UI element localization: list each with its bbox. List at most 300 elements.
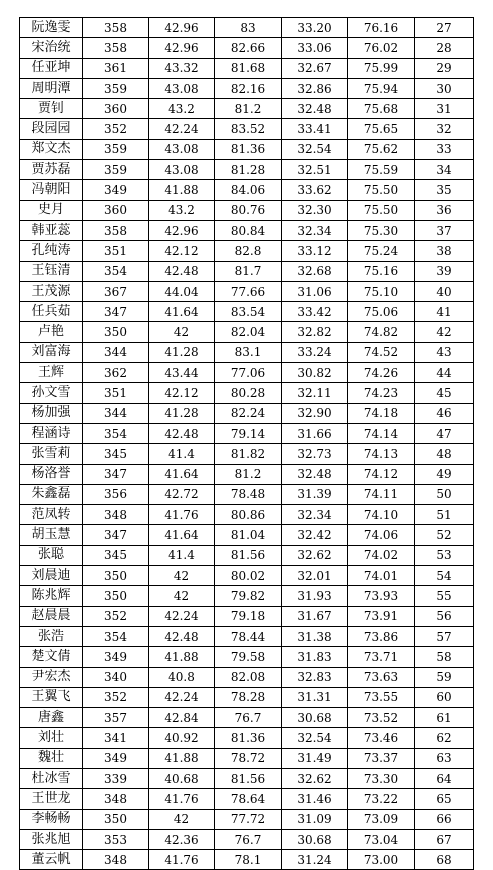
table-row (20, 342, 474, 362)
rank-cell: 57 (415, 626, 474, 646)
rank-cell: 64 (415, 768, 474, 788)
rank-cell: 35 (415, 180, 474, 200)
interview-score-cell: 81.36 (215, 139, 282, 159)
total-score-cell: 73.86 (348, 626, 415, 646)
exam-weighted-cell: 41.28 (149, 342, 215, 362)
rank-cell: 68 (415, 850, 474, 870)
total-score-cell: 74.14 (348, 423, 415, 443)
interview-weighted-cell: 33.62 (282, 180, 348, 200)
exam-weighted-cell: 42.48 (149, 261, 215, 281)
interview-weighted-cell: 32.86 (282, 78, 348, 98)
exam-weighted-cell: 41.88 (149, 647, 215, 667)
score-table (19, 17, 474, 870)
name-cell: 尹宏杰 (20, 667, 83, 687)
exam-weighted-cell: 42.48 (149, 626, 215, 646)
total-score-cell: 75.65 (348, 119, 415, 139)
name-cell: 孔纯涛 (20, 241, 83, 261)
total-score-cell: 73.71 (348, 647, 415, 667)
interview-score-cell: 79.14 (215, 423, 282, 443)
exam-weighted-cell: 41.88 (149, 748, 215, 768)
exam-score-cell: 339 (83, 768, 149, 788)
interview-score-cell: 82.66 (215, 38, 282, 58)
interview-weighted-cell: 32.82 (282, 322, 348, 342)
interview-weighted-cell: 32.73 (282, 444, 348, 464)
total-score-cell: 75.06 (348, 302, 415, 322)
interview-weighted-cell: 32.83 (282, 667, 348, 687)
interview-weighted-cell: 31.06 (282, 281, 348, 301)
name-cell: 杜冰雪 (20, 768, 83, 788)
interview-weighted-cell: 31.39 (282, 484, 348, 504)
interview-score-cell: 77.66 (215, 281, 282, 301)
rank-cell: 46 (415, 403, 474, 423)
exam-weighted-cell: 43.32 (149, 58, 215, 78)
interview-weighted-cell: 32.54 (282, 728, 348, 748)
interview-weighted-cell: 32.54 (282, 139, 348, 159)
table-row (20, 38, 474, 58)
exam-score-cell: 352 (83, 606, 149, 626)
interview-weighted-cell: 32.51 (282, 160, 348, 180)
interview-score-cell: 82.16 (215, 78, 282, 98)
interview-score-cell: 79.18 (215, 606, 282, 626)
name-cell: 胡玉慧 (20, 525, 83, 545)
interview-score-cell: 82.24 (215, 403, 282, 423)
total-score-cell: 73.04 (348, 829, 415, 849)
name-cell: 刘晨迪 (20, 566, 83, 586)
exam-weighted-cell: 42.48 (149, 423, 215, 443)
interview-score-cell: 77.72 (215, 809, 282, 829)
interview-weighted-cell: 33.41 (282, 119, 348, 139)
exam-weighted-cell: 43.2 (149, 200, 215, 220)
table-row (20, 403, 474, 423)
interview-score-cell: 81.2 (215, 464, 282, 484)
exam-score-cell: 350 (83, 586, 149, 606)
rank-cell: 42 (415, 322, 474, 342)
exam-weighted-cell: 41.64 (149, 464, 215, 484)
exam-score-cell: 358 (83, 220, 149, 240)
interview-score-cell: 78.28 (215, 687, 282, 707)
interview-score-cell: 81.82 (215, 444, 282, 464)
exam-weighted-cell: 41.76 (149, 505, 215, 525)
total-score-cell: 74.18 (348, 403, 415, 423)
exam-score-cell: 358 (83, 18, 149, 38)
interview-weighted-cell: 30.68 (282, 829, 348, 849)
name-cell: 王翼飞 (20, 687, 83, 707)
table-row (20, 484, 474, 504)
exam-weighted-cell: 42.84 (149, 708, 215, 728)
exam-weighted-cell: 41.4 (149, 545, 215, 565)
interview-score-cell: 83.54 (215, 302, 282, 322)
table-row (20, 261, 474, 281)
table-row (20, 626, 474, 646)
exam-weighted-cell: 42.12 (149, 383, 215, 403)
table-row (20, 829, 474, 849)
exam-score-cell: 352 (83, 119, 149, 139)
table-row (20, 139, 474, 159)
total-score-cell: 74.11 (348, 484, 415, 504)
rank-cell: 65 (415, 789, 474, 809)
interview-weighted-cell: 31.83 (282, 647, 348, 667)
total-score-cell: 73.63 (348, 667, 415, 687)
total-score-cell: 73.91 (348, 606, 415, 626)
exam-score-cell: 347 (83, 525, 149, 545)
rank-cell: 40 (415, 281, 474, 301)
exam-weighted-cell: 42.24 (149, 119, 215, 139)
rank-cell: 37 (415, 220, 474, 240)
interview-score-cell: 83.52 (215, 119, 282, 139)
exam-weighted-cell: 42.96 (149, 38, 215, 58)
rank-cell: 61 (415, 708, 474, 728)
exam-score-cell: 351 (83, 241, 149, 261)
interview-weighted-cell: 30.82 (282, 363, 348, 383)
exam-weighted-cell: 43.08 (149, 78, 215, 98)
rank-cell: 52 (415, 525, 474, 545)
interview-weighted-cell: 31.66 (282, 423, 348, 443)
total-score-cell: 75.62 (348, 139, 415, 159)
interview-score-cell: 81.7 (215, 261, 282, 281)
exam-score-cell: 345 (83, 444, 149, 464)
total-score-cell: 74.12 (348, 464, 415, 484)
exam-score-cell: 344 (83, 342, 149, 362)
name-cell: 张聪 (20, 545, 83, 565)
exam-weighted-cell: 42.24 (149, 687, 215, 707)
interview-weighted-cell: 32.34 (282, 505, 348, 525)
rank-cell: 66 (415, 809, 474, 829)
exam-score-cell: 347 (83, 302, 149, 322)
name-cell: 周明潭 (20, 78, 83, 98)
name-cell: 任兵茹 (20, 302, 83, 322)
interview-score-cell: 82.04 (215, 322, 282, 342)
exam-score-cell: 349 (83, 180, 149, 200)
interview-score-cell: 76.7 (215, 829, 282, 849)
table-row (20, 708, 474, 728)
interview-weighted-cell: 33.20 (282, 18, 348, 38)
exam-score-cell: 360 (83, 200, 149, 220)
interview-weighted-cell: 31.49 (282, 748, 348, 768)
interview-weighted-cell: 32.90 (282, 403, 348, 423)
name-cell: 楚文倩 (20, 647, 83, 667)
table-row (20, 728, 474, 748)
name-cell: 史月 (20, 200, 83, 220)
total-score-cell: 75.50 (348, 200, 415, 220)
name-cell: 陈兆辉 (20, 586, 83, 606)
rank-cell: 43 (415, 342, 474, 362)
total-score-cell: 73.37 (348, 748, 415, 768)
rank-cell: 41 (415, 302, 474, 322)
name-cell: 刘壮 (20, 728, 83, 748)
total-score-cell: 74.26 (348, 363, 415, 383)
total-score-cell: 75.50 (348, 180, 415, 200)
exam-score-cell: 347 (83, 464, 149, 484)
exam-weighted-cell: 40.8 (149, 667, 215, 687)
name-cell: 孙文雪 (20, 383, 83, 403)
name-cell: 程涵诗 (20, 423, 83, 443)
exam-weighted-cell: 44.04 (149, 281, 215, 301)
exam-score-cell: 350 (83, 809, 149, 829)
exam-score-cell: 359 (83, 160, 149, 180)
table-row (20, 545, 474, 565)
exam-score-cell: 348 (83, 789, 149, 809)
exam-score-cell: 350 (83, 322, 149, 342)
rank-cell: 44 (415, 363, 474, 383)
name-cell: 贾苏磊 (20, 160, 83, 180)
rank-cell: 38 (415, 241, 474, 261)
exam-weighted-cell: 42.36 (149, 829, 215, 849)
exam-score-cell: 353 (83, 829, 149, 849)
exam-score-cell: 367 (83, 281, 149, 301)
interview-score-cell: 78.48 (215, 484, 282, 504)
interview-weighted-cell: 31.24 (282, 850, 348, 870)
exam-score-cell: 345 (83, 545, 149, 565)
interview-weighted-cell: 33.06 (282, 38, 348, 58)
interview-score-cell: 81.28 (215, 160, 282, 180)
interview-score-cell: 81.56 (215, 545, 282, 565)
interview-weighted-cell: 33.12 (282, 241, 348, 261)
exam-score-cell: 357 (83, 708, 149, 728)
interview-weighted-cell: 32.34 (282, 220, 348, 240)
rank-cell: 27 (415, 18, 474, 38)
table-row (20, 423, 474, 443)
exam-score-cell: 356 (83, 484, 149, 504)
interview-weighted-cell: 33.42 (282, 302, 348, 322)
interview-weighted-cell: 31.31 (282, 687, 348, 707)
exam-score-cell: 354 (83, 626, 149, 646)
interview-weighted-cell: 32.11 (282, 383, 348, 403)
name-cell: 赵晨晨 (20, 606, 83, 626)
exam-weighted-cell: 43.2 (149, 99, 215, 119)
exam-score-cell: 349 (83, 647, 149, 667)
exam-weighted-cell: 42 (149, 322, 215, 342)
table-row (20, 505, 474, 525)
table-row (20, 525, 474, 545)
table-row (20, 586, 474, 606)
table-row (20, 241, 474, 261)
table-row (20, 789, 474, 809)
rank-cell: 33 (415, 139, 474, 159)
total-score-cell: 75.30 (348, 220, 415, 240)
total-score-cell: 75.16 (348, 261, 415, 281)
interview-score-cell: 78.44 (215, 626, 282, 646)
exam-score-cell: 359 (83, 78, 149, 98)
exam-score-cell: 354 (83, 423, 149, 443)
total-score-cell: 73.46 (348, 728, 415, 748)
name-cell: 宋治统 (20, 38, 83, 58)
rank-cell: 49 (415, 464, 474, 484)
name-cell: 王辉 (20, 363, 83, 383)
interview-score-cell: 82.08 (215, 667, 282, 687)
total-score-cell: 73.22 (348, 789, 415, 809)
rank-cell: 67 (415, 829, 474, 849)
interview-score-cell: 80.02 (215, 566, 282, 586)
interview-score-cell: 82.8 (215, 241, 282, 261)
rank-cell: 62 (415, 728, 474, 748)
rank-cell: 48 (415, 444, 474, 464)
name-cell: 贾钊 (20, 99, 83, 119)
interview-weighted-cell: 31.38 (282, 626, 348, 646)
table-row (20, 566, 474, 586)
table-row (20, 58, 474, 78)
total-score-cell: 76.16 (348, 18, 415, 38)
name-cell: 刘富海 (20, 342, 83, 362)
table-row (20, 281, 474, 301)
name-cell: 段园园 (20, 119, 83, 139)
rank-cell: 30 (415, 78, 474, 98)
table-row (20, 160, 474, 180)
total-score-cell: 75.59 (348, 160, 415, 180)
exam-score-cell: 359 (83, 139, 149, 159)
rank-cell: 34 (415, 160, 474, 180)
exam-weighted-cell: 40.68 (149, 768, 215, 788)
exam-score-cell: 351 (83, 383, 149, 403)
exam-weighted-cell: 41.4 (149, 444, 215, 464)
name-cell: 任亚坤 (20, 58, 83, 78)
name-cell: 董云帆 (20, 850, 83, 870)
rank-cell: 56 (415, 606, 474, 626)
table-row (20, 99, 474, 119)
interview-score-cell: 78.64 (215, 789, 282, 809)
table-row (20, 383, 474, 403)
interview-score-cell: 79.58 (215, 647, 282, 667)
interview-weighted-cell: 31.93 (282, 586, 348, 606)
exam-score-cell: 350 (83, 566, 149, 586)
exam-weighted-cell: 42 (149, 586, 215, 606)
name-cell: 郑文杰 (20, 139, 83, 159)
total-score-cell: 74.23 (348, 383, 415, 403)
table-row (20, 180, 474, 200)
interview-weighted-cell: 31.46 (282, 789, 348, 809)
rank-cell: 50 (415, 484, 474, 504)
exam-weighted-cell: 43.44 (149, 363, 215, 383)
exam-weighted-cell: 42.96 (149, 220, 215, 240)
exam-score-cell: 349 (83, 748, 149, 768)
interview-score-cell: 80.28 (215, 383, 282, 403)
score-table-body (20, 18, 474, 870)
rank-cell: 39 (415, 261, 474, 281)
rank-cell: 28 (415, 38, 474, 58)
table-row (20, 464, 474, 484)
total-score-cell: 73.09 (348, 809, 415, 829)
table-row (20, 18, 474, 38)
total-score-cell: 75.68 (348, 99, 415, 119)
total-score-cell: 74.02 (348, 545, 415, 565)
total-score-cell: 74.13 (348, 444, 415, 464)
exam-score-cell: 358 (83, 38, 149, 58)
total-score-cell: 74.82 (348, 322, 415, 342)
interview-weighted-cell: 32.30 (282, 200, 348, 220)
exam-weighted-cell: 41.76 (149, 850, 215, 870)
interview-score-cell: 76.7 (215, 708, 282, 728)
total-score-cell: 75.10 (348, 281, 415, 301)
name-cell: 李畅畅 (20, 809, 83, 829)
interview-weighted-cell: 32.48 (282, 99, 348, 119)
interview-weighted-cell: 32.62 (282, 545, 348, 565)
interview-weighted-cell: 32.62 (282, 768, 348, 788)
name-cell: 唐鑫 (20, 708, 83, 728)
total-score-cell: 74.06 (348, 525, 415, 545)
table-row (20, 647, 474, 667)
interview-score-cell: 78.72 (215, 748, 282, 768)
name-cell: 卢艳 (20, 322, 83, 342)
table-row (20, 200, 474, 220)
name-cell: 范凤转 (20, 505, 83, 525)
exam-score-cell: 352 (83, 687, 149, 707)
exam-weighted-cell: 42.96 (149, 18, 215, 38)
table-row (20, 220, 474, 240)
table-row (20, 667, 474, 687)
table-row (20, 748, 474, 768)
table-row (20, 850, 474, 870)
rank-cell: 36 (415, 200, 474, 220)
rank-cell: 32 (415, 119, 474, 139)
interview-score-cell: 81.2 (215, 99, 282, 119)
rank-cell: 58 (415, 647, 474, 667)
exam-weighted-cell: 42.72 (149, 484, 215, 504)
exam-weighted-cell: 41.88 (149, 180, 215, 200)
total-score-cell: 74.01 (348, 566, 415, 586)
rank-cell: 45 (415, 383, 474, 403)
interview-weighted-cell: 32.01 (282, 566, 348, 586)
total-score-cell: 75.99 (348, 58, 415, 78)
interview-score-cell: 80.84 (215, 220, 282, 240)
exam-score-cell: 348 (83, 505, 149, 525)
interview-score-cell: 84.06 (215, 180, 282, 200)
table-row (20, 444, 474, 464)
exam-weighted-cell: 42.24 (149, 606, 215, 626)
total-score-cell: 73.30 (348, 768, 415, 788)
name-cell: 魏壮 (20, 748, 83, 768)
exam-weighted-cell: 41.76 (149, 789, 215, 809)
name-cell: 朱鑫磊 (20, 484, 83, 504)
table-row (20, 687, 474, 707)
table-row (20, 809, 474, 829)
interview-weighted-cell: 31.09 (282, 809, 348, 829)
interview-score-cell: 81.04 (215, 525, 282, 545)
exam-score-cell: 348 (83, 850, 149, 870)
interview-score-cell: 81.36 (215, 728, 282, 748)
exam-score-cell: 354 (83, 261, 149, 281)
name-cell: 杨加强 (20, 403, 83, 423)
interview-weighted-cell: 32.68 (282, 261, 348, 281)
exam-weighted-cell: 41.64 (149, 525, 215, 545)
rank-cell: 31 (415, 99, 474, 119)
exam-weighted-cell: 43.08 (149, 160, 215, 180)
interview-score-cell: 83.1 (215, 342, 282, 362)
table-row (20, 322, 474, 342)
rank-cell: 54 (415, 566, 474, 586)
interview-weighted-cell: 30.68 (282, 708, 348, 728)
interview-score-cell: 81.56 (215, 768, 282, 788)
name-cell: 张雪莉 (20, 444, 83, 464)
table-row (20, 606, 474, 626)
name-cell: 杨洛誉 (20, 464, 83, 484)
exam-weighted-cell: 41.64 (149, 302, 215, 322)
interview-score-cell: 77.06 (215, 363, 282, 383)
exam-score-cell: 362 (83, 363, 149, 383)
exam-weighted-cell: 42.12 (149, 241, 215, 261)
total-score-cell: 73.00 (348, 850, 415, 870)
table-row (20, 363, 474, 383)
exam-score-cell: 341 (83, 728, 149, 748)
exam-score-cell: 360 (83, 99, 149, 119)
name-cell: 阮逸雯 (20, 18, 83, 38)
rank-cell: 47 (415, 423, 474, 443)
exam-weighted-cell: 43.08 (149, 139, 215, 159)
exam-score-cell: 340 (83, 667, 149, 687)
interview-score-cell: 83 (215, 18, 282, 38)
interview-score-cell: 79.82 (215, 586, 282, 606)
interview-weighted-cell: 31.67 (282, 606, 348, 626)
total-score-cell: 76.02 (348, 38, 415, 58)
rank-cell: 29 (415, 58, 474, 78)
